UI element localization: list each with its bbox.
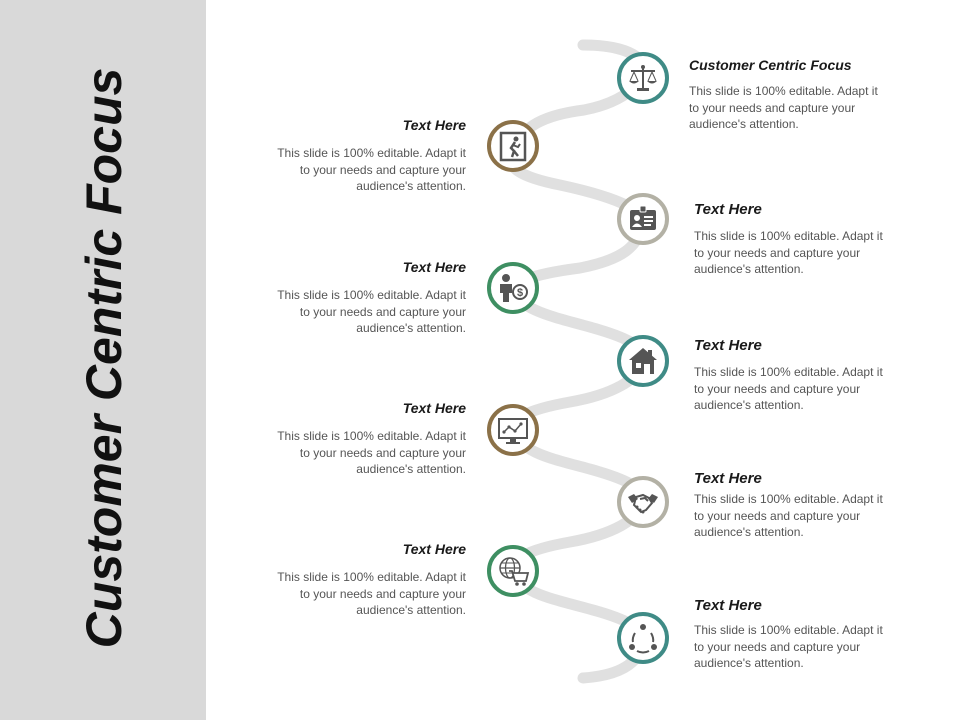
monitor-chart-icon: [496, 413, 530, 447]
right-item-2: [694, 201, 894, 278]
left-item-body: This slide is 100% editable. Adapt it to your needs and capture your audience's attention.: [277, 288, 466, 335]
businessman-dollar-icon: [496, 271, 530, 305]
page-title: Customer Centric Focus: [76, 67, 132, 649]
exit-door-icon: [496, 129, 530, 163]
right-item-heading: Text Here: [694, 201, 762, 218]
left-item-body: This slide is 100% editable. Adapt it to your needs and capture your audience's attention.: [277, 429, 466, 476]
balance-scale-icon: [626, 61, 660, 95]
node-globe-cart: [487, 545, 539, 597]
right-item-3: [694, 337, 894, 414]
left-item-body: This slide is 100% editable. Adapt it to your needs and capture your audience's attention.: [277, 570, 466, 617]
left-item-2: [266, 259, 466, 337]
handshake-icon: [626, 485, 660, 519]
right-item-1: [689, 57, 889, 133]
node-exit: [487, 120, 539, 172]
right-item-body: This slide is 100% editable. Adapt it to your needs and capture your audience's attention.: [689, 84, 878, 131]
right-item-heading: Text Here: [694, 470, 762, 487]
id-card-icon: [626, 202, 660, 236]
right-item-5: [694, 597, 894, 672]
left-item-1: [266, 117, 466, 195]
team-cycle-icon: [626, 621, 660, 655]
node-businessman: [487, 262, 539, 314]
node-team: [617, 612, 669, 664]
node-monitor: [487, 404, 539, 456]
left-item-4: [266, 541, 466, 619]
left-item-heading: Text Here: [402, 541, 466, 557]
svg-text:$: $: [516, 287, 524, 299]
right-item-heading: Text Here: [694, 597, 762, 614]
right-item-heading: Customer Centric Focus: [689, 57, 852, 73]
left-item-body: This slide is 100% editable. Adapt it to your needs and capture your audience's attention.: [277, 146, 466, 193]
house-icon: [626, 344, 660, 378]
globe-cart-icon: [496, 554, 530, 588]
right-item-body: This slide is 100% editable. Adapt it to your needs and capture your audience's attention.: [694, 229, 883, 276]
node-scale: [617, 52, 669, 104]
left-item-heading: Text Here: [402, 117, 466, 133]
node-house: [617, 335, 669, 387]
right-item-body: This slide is 100% editable. Adapt it to your needs and capture your audience's attention.: [694, 492, 883, 539]
right-item-body: This slide is 100% editable. Adapt it to your needs and capture your audience's attention.: [694, 365, 883, 412]
right-item-4: [694, 470, 894, 541]
right-item-body: This slide is 100% editable. Adapt it to your needs and capture your audience's attention.: [694, 623, 883, 670]
right-item-heading: Text Here: [694, 337, 762, 354]
node-id-card: [617, 193, 669, 245]
left-item-heading: Text Here: [402, 259, 466, 275]
node-handshake: [617, 476, 669, 528]
left-item-3: [266, 400, 466, 478]
left-item-heading: Text Here: [402, 400, 466, 416]
